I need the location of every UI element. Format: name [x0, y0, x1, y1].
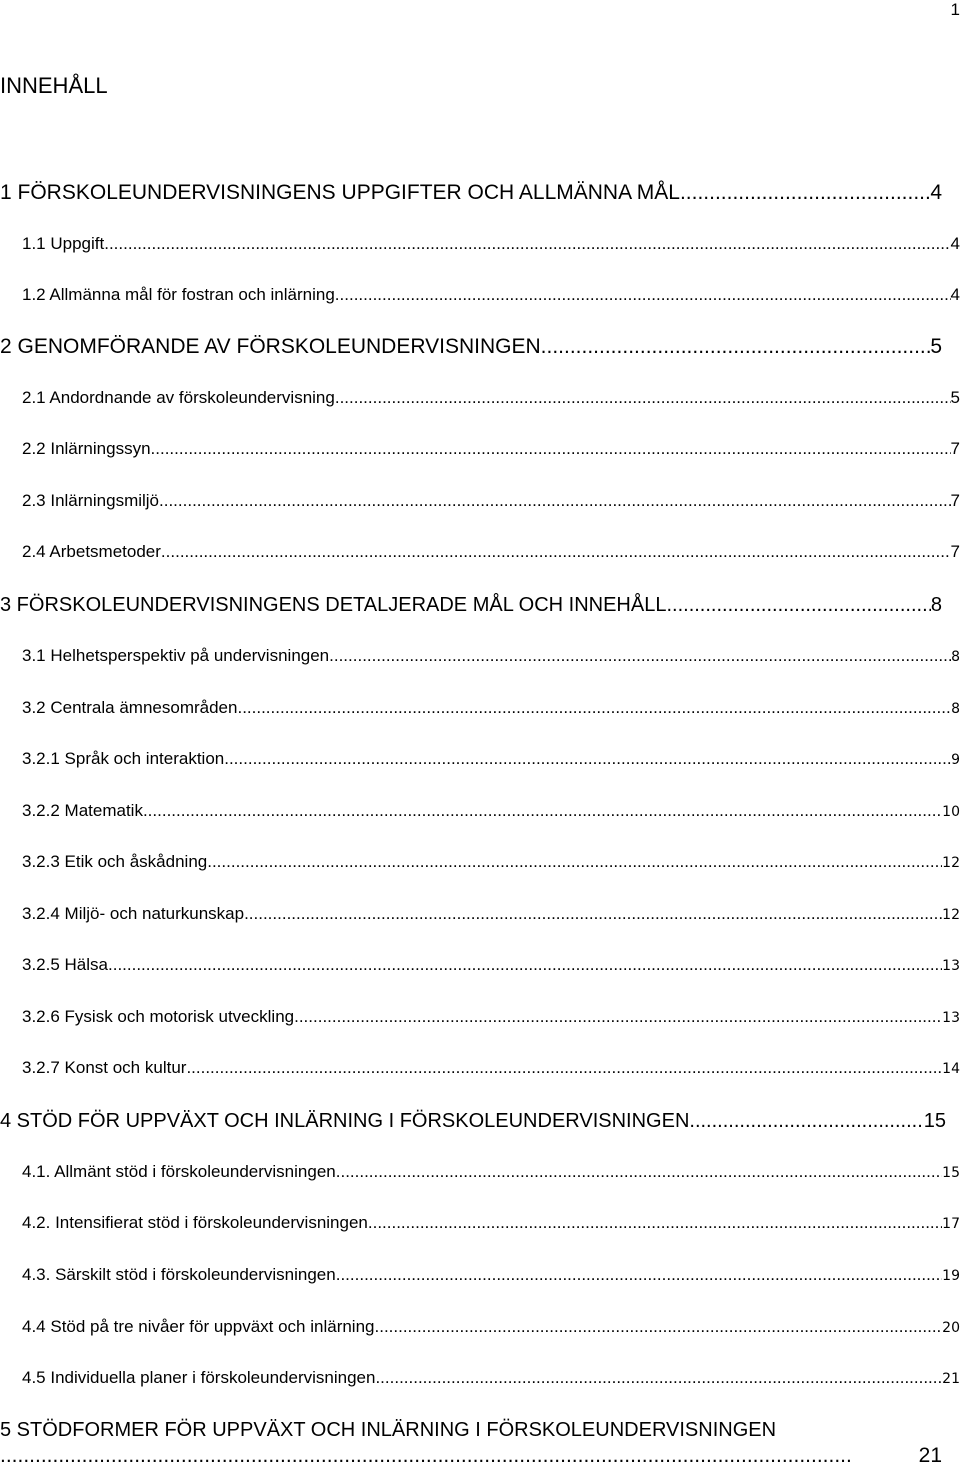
toc-entry-label: 3.2 Centrala ämnesområden	[22, 698, 238, 717]
toc-entry-label: 3 FÖRSKOLEUNDERVISNINGENS DETALJERADE MÅL OCH INNEHÅLL	[0, 594, 667, 616]
toc-entry-page: 10	[942, 804, 960, 820]
page-number: 1	[950, 0, 960, 19]
dot-leader	[143, 800, 942, 822]
toc-entry-page: 4	[930, 181, 942, 204]
dot-leader	[161, 541, 951, 563]
toc-entry-section-3-2-4[interactable]	[22, 903, 960, 926]
toc-entry-page: 14	[942, 1061, 960, 1077]
toc-entry-page: 12	[942, 907, 960, 923]
dot-leader	[159, 490, 951, 512]
toc-entry-label: 1.2 Allmänna mål för fostran och inlärning	[22, 285, 335, 304]
toc-entry-label: 3.2.6 Fysisk och motorisk utveckling	[22, 1007, 295, 1026]
toc-entry-label: 3.2.4 Miljö- och naturkunskap	[22, 904, 245, 923]
toc-entry-section-4-3[interactable]	[22, 1264, 960, 1287]
toc-entry-label: 1 FÖRSKOLEUNDERVISNINGENS UPPGIFTER OCH ALLMÄNNA MÅL	[0, 181, 680, 204]
toc-entry-page: 8	[951, 701, 960, 717]
dot-leader	[375, 1367, 942, 1389]
dot-leader	[207, 851, 942, 873]
dot-leader	[224, 748, 951, 770]
toc-entry-page: 9	[951, 752, 960, 768]
toc-entry-label: 2.4 Arbetsmetoder	[22, 542, 161, 561]
toc-entry-label: 3.2.7 Konst och kultur	[22, 1058, 187, 1077]
toc-entry-page: 13	[942, 958, 960, 974]
dot-leader	[689, 1108, 923, 1134]
toc-entry-chapter-3[interactable]	[0, 592, 942, 618]
toc-entry-section-3-1[interactable]	[22, 645, 960, 668]
toc-entry-label: 4.2. Intensifierat stöd i förskoleundervisningen	[22, 1213, 368, 1232]
toc-entry-page: 13	[942, 1010, 960, 1026]
toc-entry-section-4-4[interactable]	[22, 1316, 960, 1339]
dot-leader	[237, 697, 951, 719]
toc-entry-label: 2.1 Andordnande av förskoleundervisning	[22, 388, 335, 407]
toc-entry-chapter-1[interactable]	[0, 180, 942, 206]
dot-leader	[329, 645, 951, 667]
toc-entry-chapter-4[interactable]	[0, 1108, 946, 1134]
toc-entry-section-3-2-2[interactable]	[22, 800, 960, 823]
dot-leader	[541, 334, 931, 360]
toc-entry-label: 3.2.3 Etik och åskådning	[22, 852, 208, 871]
dot-leader	[336, 1264, 942, 1286]
toc-entry-section-1-2[interactable]	[22, 284, 960, 306]
dot-leader	[335, 284, 951, 306]
dot-leader	[244, 903, 942, 925]
toc-entry-section-3-2-7[interactable]	[22, 1057, 960, 1080]
toc-entry-page: 7	[950, 542, 960, 561]
toc-title: INNEHÅLL	[0, 73, 108, 98]
toc-entry-label: 4.1. Allmänt stöd i förskoleundervisningen	[22, 1162, 336, 1181]
toc-entry-section-3-2-1[interactable]	[22, 748, 960, 771]
toc-entry-label: 3.2.1 Språk och interaktion	[22, 749, 225, 768]
dot-leader	[108, 954, 942, 976]
dot-leader: ..................................................................................................................................................	[0, 1444, 852, 1467]
toc-entry-label: 2.3 Inlärningsmiljö	[22, 491, 160, 510]
toc-entry-chapter-5[interactable]	[0, 1417, 942, 1469]
toc-entry-page: 8	[951, 649, 960, 665]
toc-entry-page: 12	[942, 855, 960, 871]
dot-leader	[294, 1006, 942, 1028]
toc-entry-label: 2 GENOMFÖRANDE AV FÖRSKOLEUNDERVISNINGEN	[0, 335, 541, 358]
dot-leader	[151, 438, 951, 460]
toc-entry-section-4-2[interactable]	[22, 1212, 960, 1235]
toc-entry-label: 1.1 Uppgift	[22, 234, 105, 253]
toc-entry-label: 3.2.2 Matematik	[22, 801, 143, 820]
dot-leader	[104, 233, 950, 255]
dot-leader	[335, 387, 951, 409]
toc-entry-page: 21	[942, 1371, 960, 1387]
toc-entry-section-2-4[interactable]	[22, 541, 960, 563]
toc-entry-page: 7	[950, 491, 960, 510]
toc-entry-section-3-2-6[interactable]	[22, 1006, 960, 1029]
toc-entry-page: 19	[942, 1268, 960, 1284]
toc-entry-page: 21	[918, 1444, 942, 1467]
dot-leader	[336, 1161, 942, 1183]
dot-leader	[666, 592, 930, 618]
dot-leader	[368, 1212, 942, 1234]
toc-entry-section-3-2[interactable]	[22, 697, 960, 720]
toc-entry-page: 5	[950, 388, 960, 407]
toc-entry-section-2-1[interactable]	[22, 387, 960, 409]
toc-entry-page: 17	[942, 1216, 960, 1232]
toc-entry-section-2-2[interactable]	[22, 438, 960, 460]
dot-leader	[186, 1057, 942, 1079]
toc-entry-label: 4.3. Särskilt stöd i förskoleundervisningen	[22, 1265, 336, 1284]
toc-entry-page: 4	[950, 234, 960, 253]
toc-entry-page: 15	[942, 1165, 960, 1181]
dot-leader	[375, 1316, 943, 1338]
dot-leader	[680, 180, 930, 206]
toc-entry-page: 8	[930, 594, 942, 616]
toc-entry-label: 5 STÖDFORMER FÖR UPPVÄXT OCH INLÄRNING I FÖRSKOLEUNDERVISNINGEN	[0, 1419, 777, 1441]
toc-entry-section-4-5[interactable]	[22, 1367, 960, 1390]
toc-entry-label: 4.4 Stöd på tre nivåer för uppväxt och inlärning	[22, 1317, 375, 1336]
toc-entry-page: 15	[923, 1110, 946, 1132]
toc-entry-page: 20	[942, 1320, 960, 1336]
toc-entry-page: 4	[950, 285, 960, 304]
toc-entry-label: 3.1 Helhetsperspektiv på undervisningen	[22, 646, 330, 665]
toc-entry-page: 5	[930, 335, 942, 358]
toc-entry-page: 7	[950, 439, 960, 458]
toc-entry-label: 4.5 Individuella planer i förskoleundervisningen	[22, 1368, 376, 1387]
toc-entry-section-3-2-5[interactable]	[22, 954, 960, 977]
toc-entry-label: 2.2 Inlärningssyn	[22, 439, 151, 458]
toc-entry-section-4-1[interactable]	[22, 1161, 960, 1184]
toc-entry-chapter-2[interactable]	[0, 334, 942, 360]
toc-entry-section-3-2-3[interactable]	[22, 851, 960, 874]
toc-entry-section-1-1[interactable]	[22, 233, 960, 255]
toc-entry-label: 3.2.5 Hälsa	[22, 955, 108, 974]
toc-entry-label: 4 STÖD FÖR UPPVÄXT OCH INLÄRNING I FÖRSKOLEUNDERVISNINGEN	[0, 1110, 690, 1132]
toc-entry-section-2-3[interactable]	[22, 490, 960, 512]
